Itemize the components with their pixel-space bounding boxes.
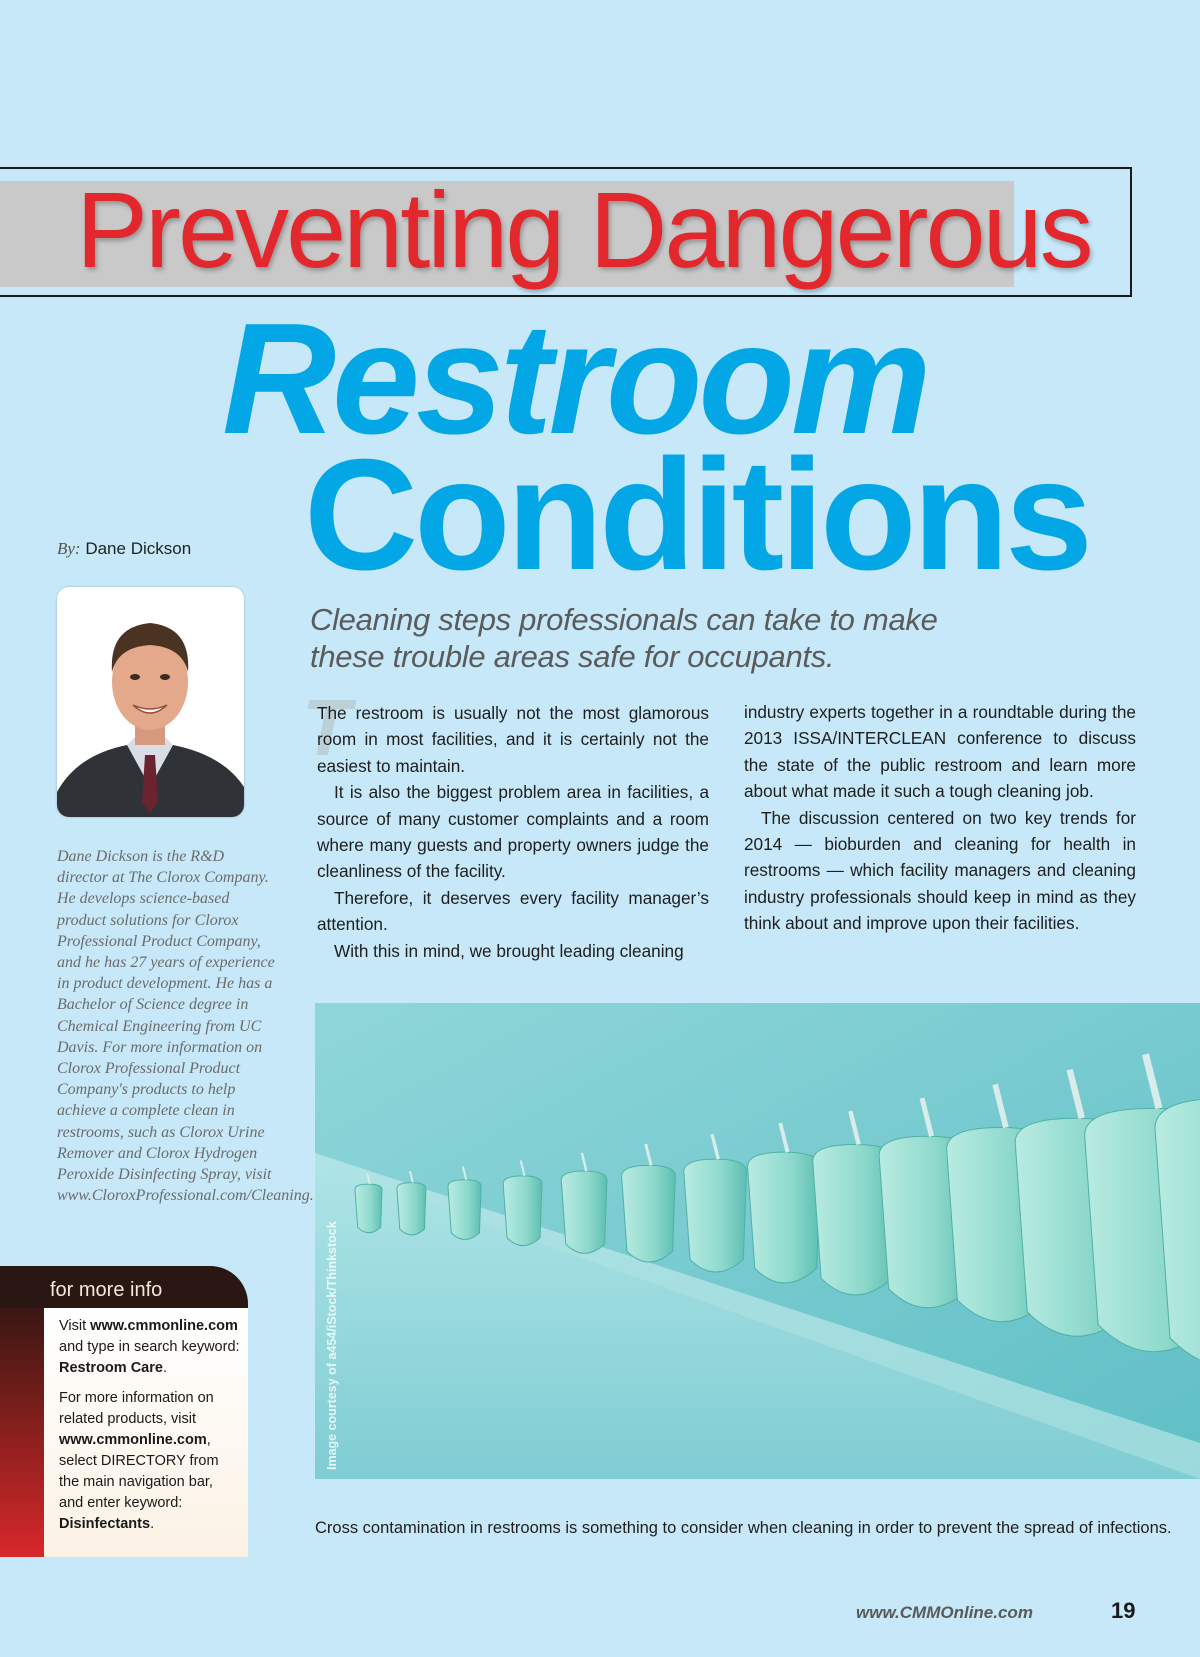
for-more-info-box — [0, 1266, 248, 1557]
urinal-shape — [748, 1152, 821, 1283]
urinal-shape — [355, 1184, 382, 1233]
body-column-left — [317, 700, 709, 964]
info-paragraph-1: Visit www.cmmonline.com and type in search keyword: Restroom Care. — [59, 1318, 240, 1376]
photo-credit: Image courtesy of a454/iStock/Thinkstock — [325, 1221, 339, 1470]
byline-label: By: — [57, 539, 81, 558]
info-paragraph-2: For more information on related products, visit www.cmmonline.com, select DIRECTORY from the main navigation bar, and enter keyword: Disinfectants. — [59, 1390, 219, 1532]
info-box-header — [0, 1266, 248, 1308]
photo-caption: Cross contamination in restrooms is something to consider when cleaning in order to prevent the spread of infections. — [315, 1519, 1172, 1537]
info-box-side-strip — [0, 1308, 44, 1557]
author-bio: Dane Dickson is the R&D director at The Clorox Company. He develops science-based product solutions for Clorox Professional Product Company, and he has 27 years of experience in product development. He has a Bachelor of Science degree in Chemical Engineering from UC Davis. For more information on Clorox Professional Product Company's products to help achieve a complete clean in restrooms, such as Clorox Urine Remover and Clorox Hydrogen Peroxide Disinfecting Spray, visit www.CloroxProfessional.com/Cleaning. — [57, 848, 314, 1205]
urinal-shape — [561, 1171, 607, 1253]
footer-url[interactable]: www.CMMOnline.com — [856, 1603, 1033, 1622]
body-paragraph: It is also the biggest problem area in facilities, a source of many customer complaints and a room where many guests and property owners judge the cleanliness of the facility. — [317, 782, 709, 882]
urinal-shape — [503, 1176, 542, 1246]
info-box-heading: for more info — [50, 1279, 163, 1301]
restroom-urinals-photo — [315, 1003, 1200, 1479]
byline-author: Dane Dickson — [85, 539, 192, 558]
author-portrait-icon — [57, 587, 244, 817]
article-subtitle: Cleaning steps professionals can take to make these trouble areas safe for occupants. — [310, 602, 938, 674]
page-number: 19 — [1111, 1598, 1136, 1623]
urinal-shape — [448, 1180, 481, 1240]
info-box-body — [44, 1308, 248, 1557]
urinal-shape — [622, 1165, 676, 1262]
body-paragraph: The discussion centered on two key trends for 2014 — bioburden and cleaning for health in restrooms — which facility managers and cleaning industry professionals should keep in mind as they think about and improve upon their facilities. — [744, 807, 1136, 934]
info-url-link[interactable]: www.cmmonline.com — [90, 1318, 238, 1334]
info-keyword: Restroom Care — [59, 1360, 163, 1376]
body-column-right — [744, 699, 1136, 937]
author-photo — [57, 587, 244, 817]
title-line-1: Preventing Dangerous — [76, 169, 1091, 290]
info-url-link[interactable]: www.cmmonline.com — [59, 1432, 207, 1448]
body-paragraph: industry experts together in a roundtable during the 2013 ISSA/INTERCLEAN conference to discuss the state of the public restroom and learn more about what made it such a tough cleaning job. — [744, 702, 1136, 802]
urinal-shape — [684, 1159, 747, 1272]
urinal-shape — [397, 1183, 426, 1235]
title-line-3: Conditions — [304, 427, 1089, 603]
body-paragraph: With this in mind, we brought leading cleaning — [334, 940, 684, 961]
urinals-illustration-icon — [315, 1003, 1200, 1479]
info-keyword: Disinfectants — [59, 1516, 151, 1532]
byline — [57, 539, 191, 559]
body-paragraph: Therefore, it deserves every facility manager’s attention. — [317, 887, 709, 935]
title-line-2: Restroom — [222, 291, 928, 467]
body-paragraph: The restroom is usually not the most glamorous room in most facilities, and it is certainly not the easiest to maintain. — [317, 703, 709, 776]
drop-cap: T — [302, 683, 351, 772]
